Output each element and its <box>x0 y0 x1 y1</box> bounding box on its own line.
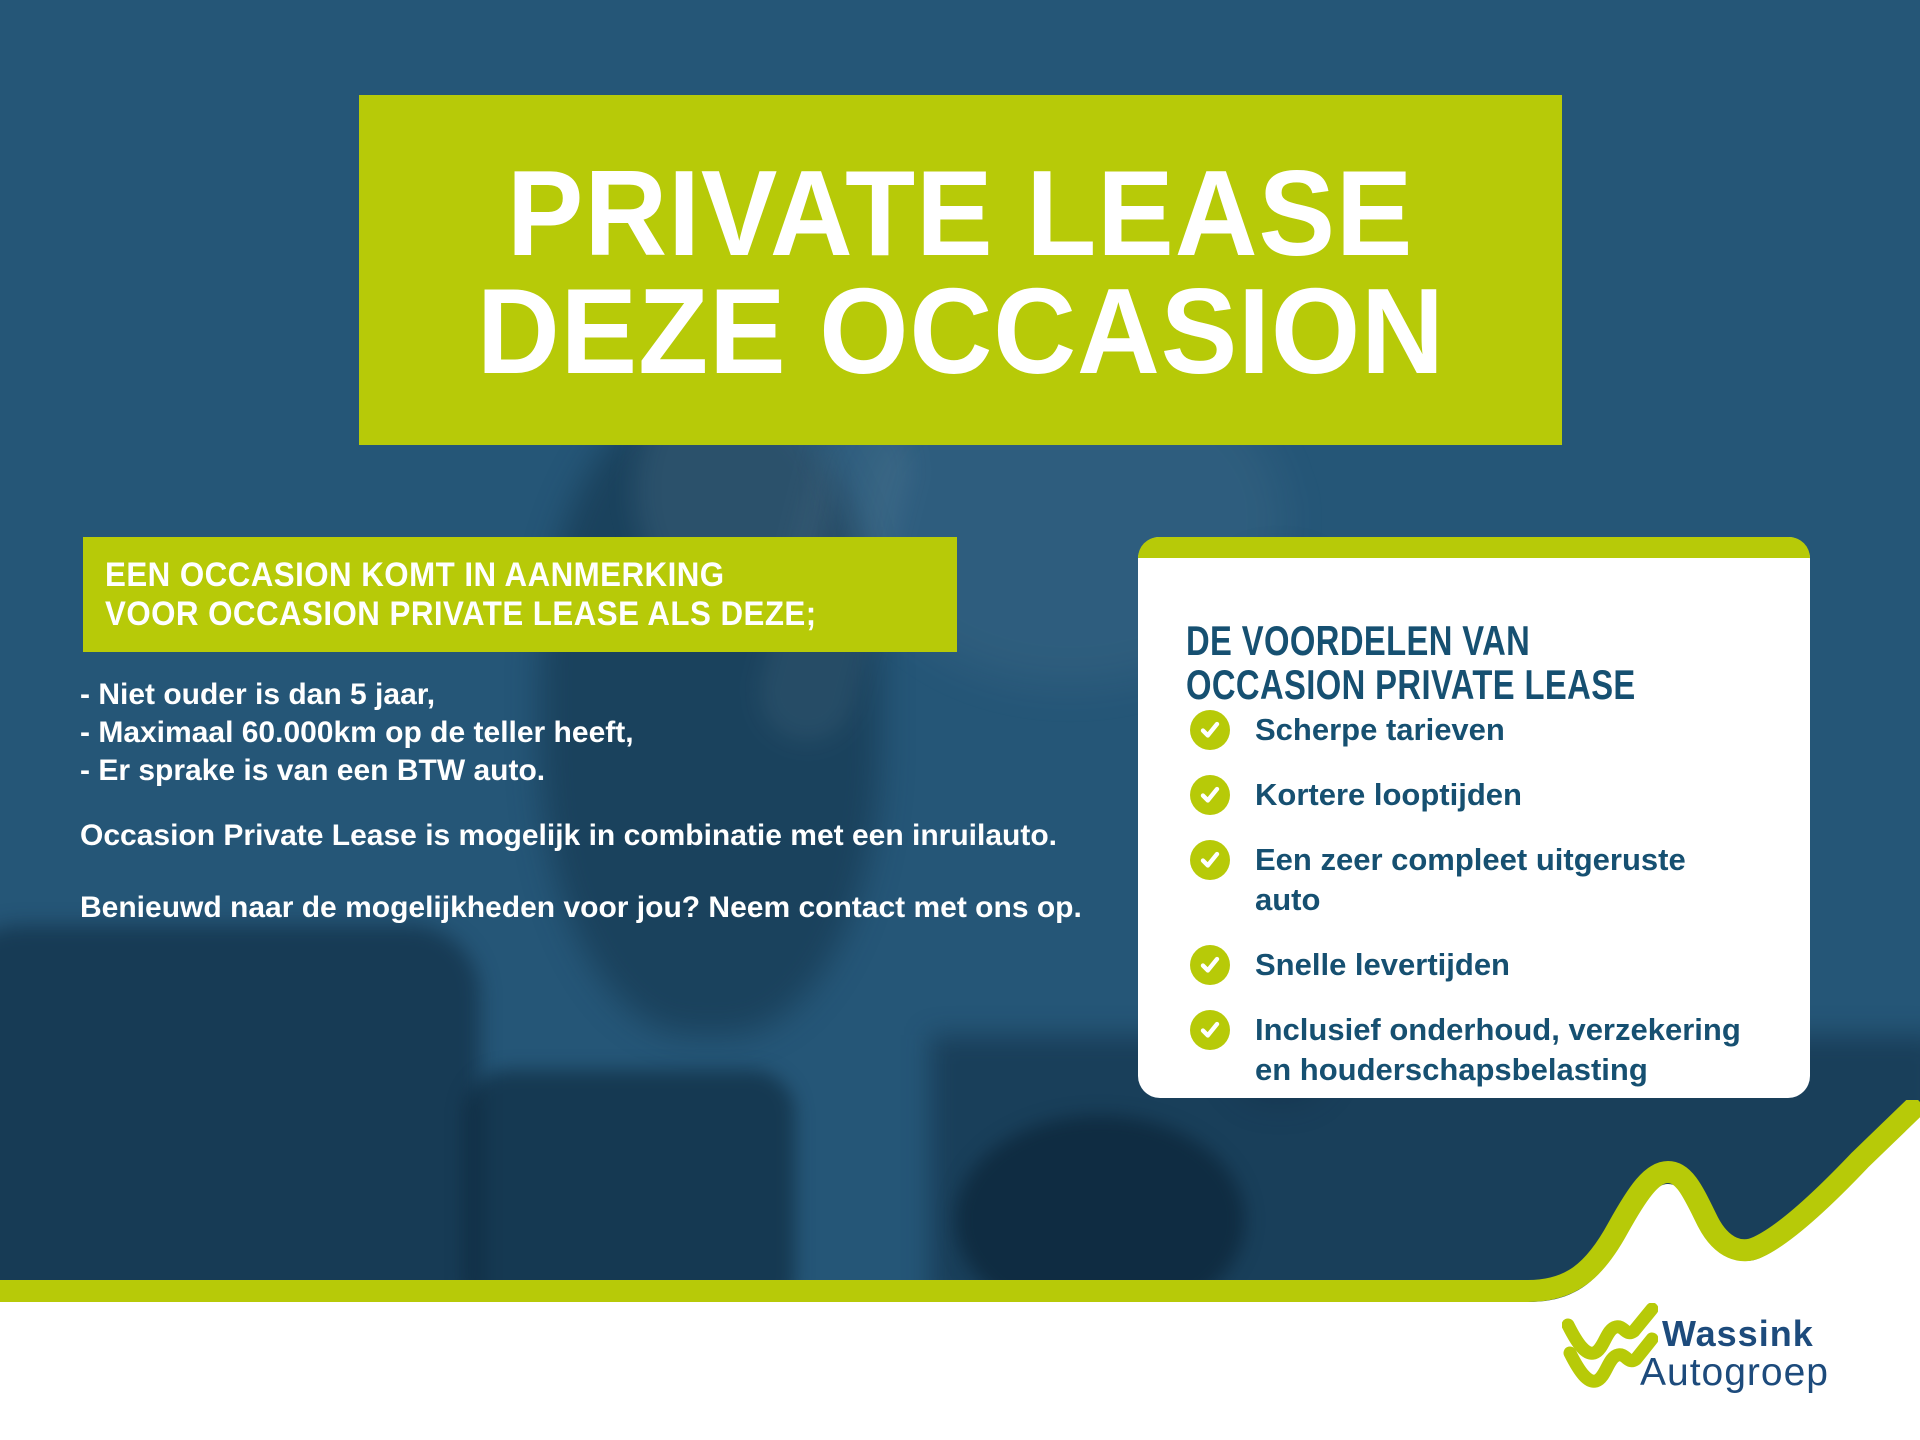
benefits-heading-line2: OCCASION PRIVATE LEASE <box>1186 661 1636 708</box>
eligibility-paragraph-contact: Benieuwd naar de mogelijkheden voor jou? Neem contact met ons op. <box>80 891 1082 924</box>
benefits-heading-line1: DE VOORDELEN VAN <box>1186 617 1531 664</box>
eligibility-heading-line2: VOOR OCCASION PRIVATE LEASE ALS DEZE; <box>105 594 817 633</box>
eligibility-banner <box>83 537 957 652</box>
check-icon <box>1190 945 1230 985</box>
check-icon <box>1190 710 1230 750</box>
eligibility-bullet: - Er sprake is van een BTW auto. <box>80 754 546 787</box>
eligibility-bullet: - Maximaal 60.000km op de teller heeft, <box>80 716 634 749</box>
benefit-item-label: Snelle levertijden <box>1255 947 1510 982</box>
eligibility-bullet: - Niet ouder is dan 5 jaar, <box>80 678 436 711</box>
benefits-heading <box>1186 619 1763 707</box>
benefit-item-label: Een zeer compleet uitgeruste auto <box>1255 842 1686 917</box>
benefits-card <box>1138 537 1810 1098</box>
benefit-item <box>1190 710 1755 750</box>
logo-brand-name: Wassink <box>1662 1313 1814 1354</box>
benefits-card-accent-bar <box>1138 537 1810 558</box>
logo-brand-sub: Autogroep <box>1640 1351 1829 1394</box>
check-icon <box>1190 840 1230 880</box>
eligibility-text-block <box>80 676 1082 926</box>
hero-banner <box>359 95 1562 445</box>
benefits-list <box>1190 710 1755 1090</box>
eligibility-heading-line1: EEN OCCASION KOMT IN AANMERKING <box>105 555 725 594</box>
benefit-item-label: Scherpe tarieven <box>1255 712 1505 747</box>
benefit-item <box>1190 945 1755 985</box>
hero-title-line1: PRIVATE LEASE <box>507 145 1414 281</box>
eligibility-paragraph-trade-in: Occasion Private Lease is mogelijk in combinatie met een inruilauto. <box>80 819 1057 852</box>
benefit-item <box>1190 1010 1755 1090</box>
wassink-autogroep-logo <box>1562 1295 1902 1415</box>
benefit-item <box>1190 775 1755 815</box>
benefit-item-label: Kortere looptijden <box>1255 777 1522 812</box>
hero-title-line2: DEZE OCCASION <box>476 263 1445 399</box>
check-icon <box>1190 775 1230 815</box>
check-icon <box>1190 1010 1230 1050</box>
benefit-item-label: Inclusief onderhoud, verzekering en houderschapsbelasting <box>1255 1012 1741 1087</box>
benefit-item <box>1190 840 1755 920</box>
